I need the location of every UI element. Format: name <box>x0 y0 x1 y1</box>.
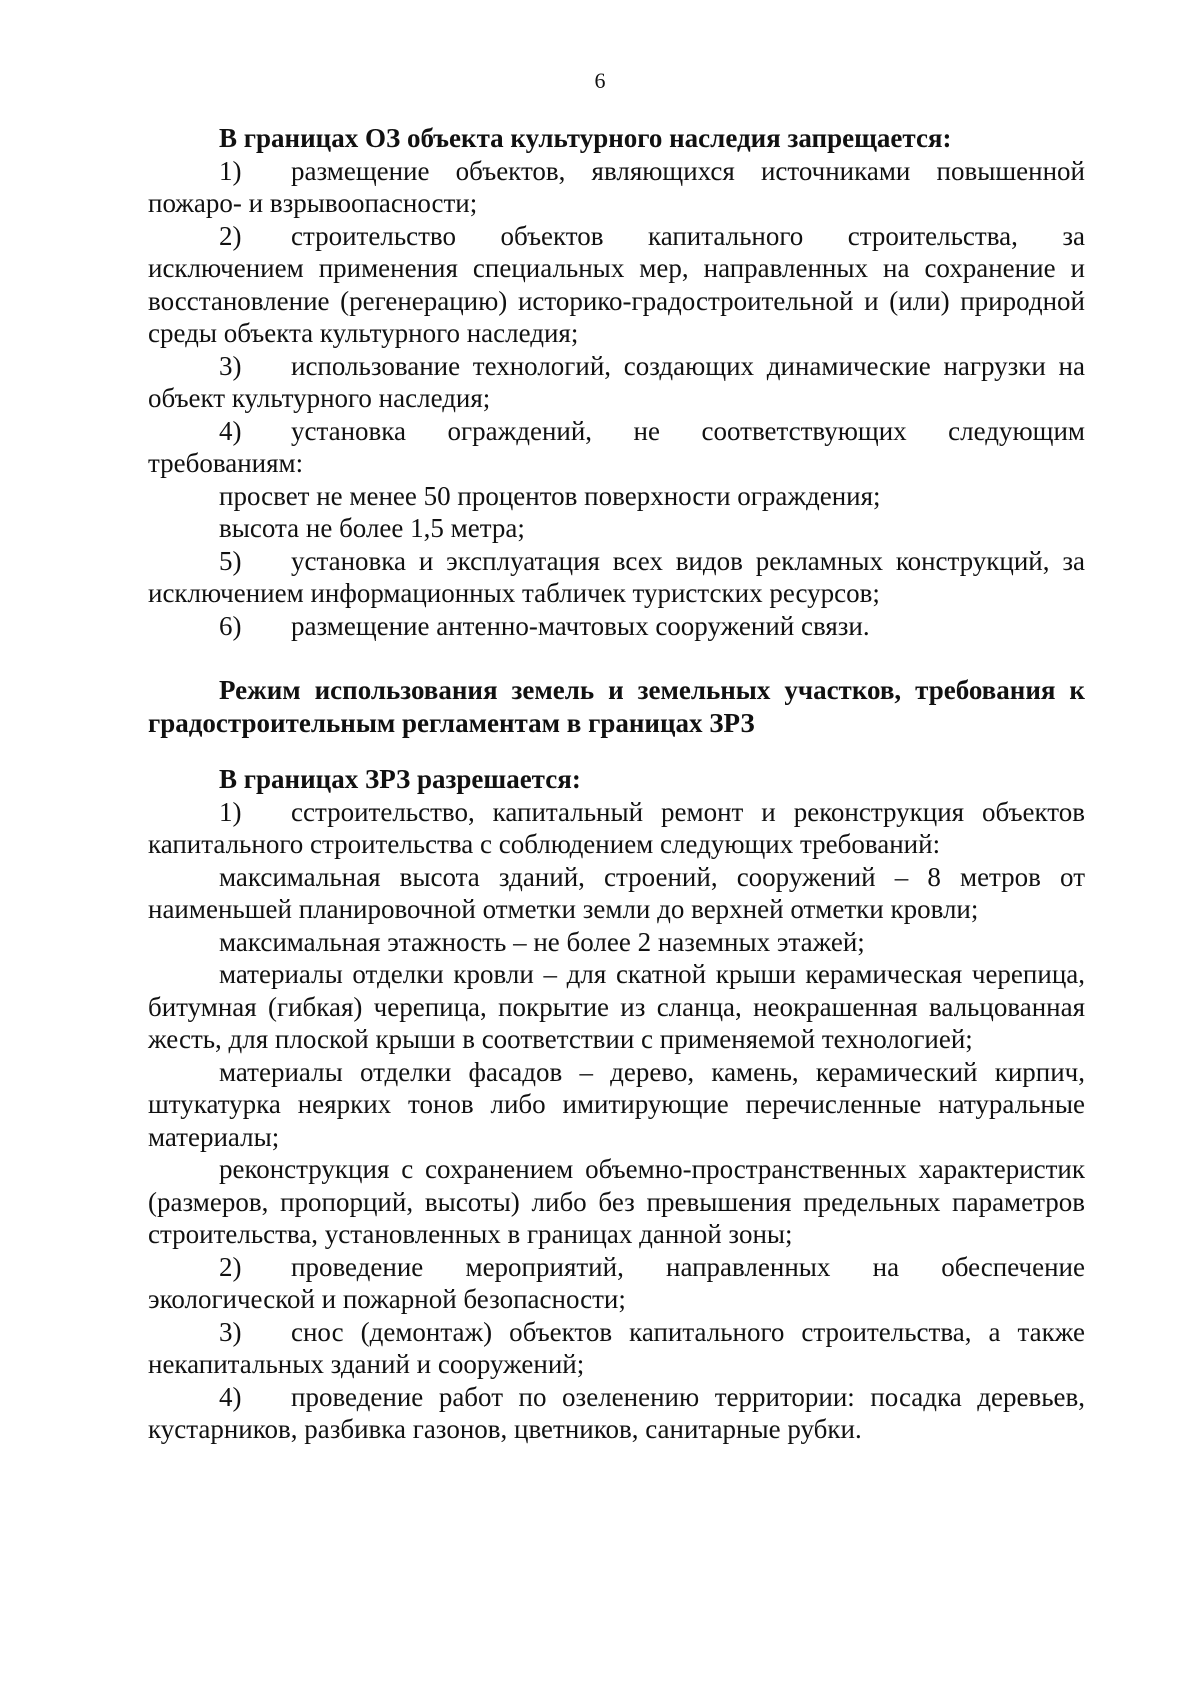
document-body <box>148 122 1085 1446</box>
section-heading-regime: Режим использования земель и земельных участков, требования к градостроительным регламентам в границах ЗРЗ <box>148 675 1085 738</box>
spacer <box>148 739 1085 763</box>
item-text: использование технологий, создающих динамические нагрузки на объект культурного наследия; <box>148 350 1085 413</box>
section-heading-zrz: В границах ЗРЗ разрешается: <box>219 764 581 794</box>
item-text: сстроительство, капитальный ремонт и реконструкция объектов капитального строительства с соблюдением следующих требований: <box>148 796 1085 859</box>
item-text: строительство объектов капитального строительства, за исключением применения специальных мер, направленных на сохранение и восстановление (регенерацию) историко-градостроительной и (или) природной среды объекта культурного наследия; <box>148 220 1085 348</box>
item-text: проведение работ по озеленению территории: посадка деревьев, кустарников, разбивка газонов, цветников, санитарные рубки. <box>148 1381 1085 1444</box>
item-number: 5) <box>219 545 242 576</box>
item-text: установка ограждений, не соответствующих следующим требованиям: <box>148 415 1085 478</box>
item-text: снос (демонтаж) объектов капитального строительства, а также некапитальных зданий и сооружений; <box>148 1316 1085 1379</box>
sub-item: максимальная высота зданий, строений, сооружений – 8 метров от наименьшей планировочной отметки земли до верхней отметки кровли; <box>148 861 1085 924</box>
sub-item: максимальная этажность – не более 2 наземных этажей; <box>219 926 865 957</box>
list-item <box>148 220 1085 350</box>
item-number: 6) <box>219 610 242 641</box>
section-heading-oz: В границах ОЗ объекта культурного наследия запрещается: <box>219 123 952 153</box>
list-item <box>148 1381 1085 1446</box>
list-item <box>148 545 1085 610</box>
list-item <box>148 350 1085 415</box>
spacer <box>148 642 1085 674</box>
item-number: 3) <box>219 350 242 381</box>
item-number: 2) <box>219 220 242 251</box>
item-number: 4) <box>219 415 242 446</box>
list-item <box>148 1316 1085 1381</box>
page-number: 6 <box>594 68 606 93</box>
item-number: 3) <box>219 1316 242 1347</box>
list-item <box>148 415 1085 480</box>
item-number: 1) <box>219 155 242 186</box>
item-number: 1) <box>219 796 242 827</box>
item-text: размещение объектов, являющихся источниками повышенной пожаро- и взрывоопасности; <box>148 155 1085 218</box>
item-number: 2) <box>219 1251 242 1282</box>
list-item <box>148 796 1085 861</box>
sub-item: высота не более 1,5 метра; <box>219 513 525 543</box>
sub-item: материалы отделки фасадов – дерево, камень, керамический кирпич, штукатурка неярких тонов либо имитирующие перечисленные натуральные материалы; <box>148 1056 1085 1152</box>
sub-item: просвет не менее 50 процентов поверхности ограждения; <box>219 480 881 511</box>
list-item <box>148 155 1085 220</box>
item-text: установка и эксплуатация всех видов рекламных конструкций, за исключением информационных табличек туристских ресурсов; <box>148 545 1085 608</box>
sub-item: реконструкция с сохранением объемно-пространственных характеристик (размеров, пропорций, высоты) либо без превышения предельных параметров строительства, установленных в границах данной зоны; <box>148 1154 1085 1249</box>
item-text: размещение антенно-мачтовых сооружений связи. <box>291 610 870 641</box>
list-item <box>148 1251 1085 1316</box>
item-number: 4) <box>219 1381 242 1412</box>
sub-item: материалы отделки кровли – для скатной крыши керамическая черепица, битумная (гибкая) черепица, покрытие из сланца, неокрашенная вальцованная жесть, для плоской крыши в соответствии с применяемой технологией; <box>148 959 1085 1054</box>
item-text: проведение мероприятий, направленных на обеспечение экологической и пожарной безопасности; <box>148 1251 1085 1314</box>
list-item <box>148 610 1085 643</box>
